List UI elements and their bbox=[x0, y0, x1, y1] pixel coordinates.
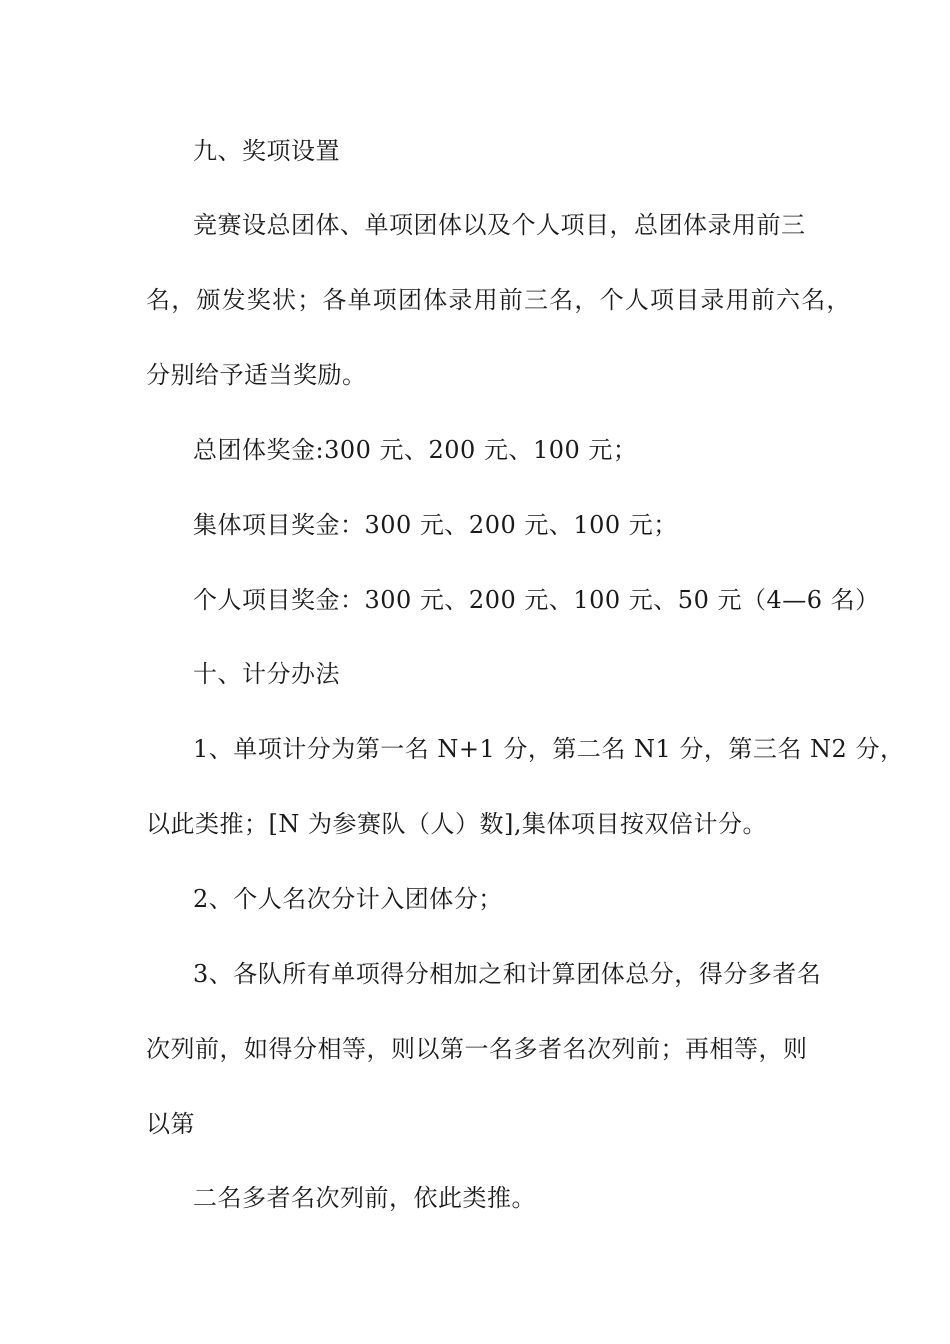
paragraph-line: 次列前，如得分相等，则以第一名多者名次列前；再相等，则 bbox=[146, 1035, 808, 1063]
section-heading-awards: 九、奖项设置 bbox=[193, 137, 340, 165]
section-heading-scoring: 十、计分办法 bbox=[193, 660, 340, 688]
paragraph-line: 集体项目奖金：300 元、200 元、100 元； bbox=[193, 511, 678, 539]
paragraph-line: 二名多者名次列前，依此类推。 bbox=[193, 1184, 536, 1212]
paragraph-line: 2、个人名次分计入团体分； bbox=[193, 885, 503, 913]
paragraph-line: 名，颁发奖状；各单项团体录用前三名，个人项目录用前六名， bbox=[146, 286, 852, 314]
paragraph-line: 竞赛设总团体、单项团体以及个人项目，总团体录用前三 bbox=[193, 211, 806, 239]
paragraph-line: 1、单项计分为第一名 N+1 分，第二名 N1 分，第三名 N2 分， bbox=[193, 735, 905, 763]
paragraph-line: 分别给予适当奖励。 bbox=[146, 361, 367, 389]
paragraph-line: 以第 bbox=[146, 1110, 195, 1138]
paragraph-line: 个人项目奖金：300 元、200 元、100 元、50 元（4—6 名） bbox=[193, 586, 880, 614]
paragraph-line: 3、各队所有单项得分相加之和计算团体总分，得分多者名 bbox=[193, 960, 822, 988]
paragraph-line: 总团体奖金:300 元、200 元、100 元； bbox=[193, 436, 638, 464]
paragraph-line: 以此类推；[N 为参赛队（人）数],集体项目按双倍计分。 bbox=[146, 810, 767, 838]
